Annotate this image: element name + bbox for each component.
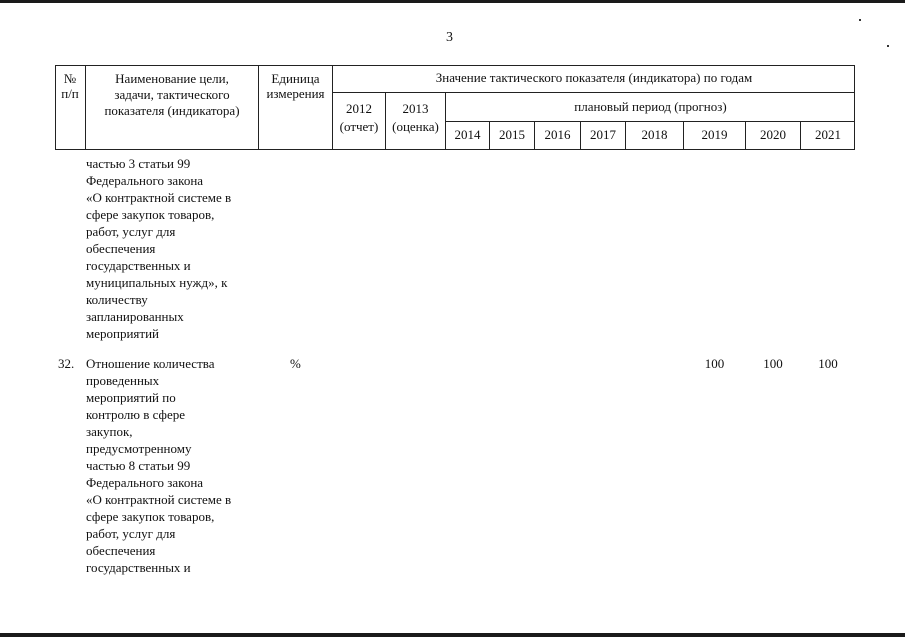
header-plan-title: плановый период (прогноз) [574,99,727,114]
header-year-2013: 2013 (оценка) [392,101,439,134]
text-line: государственных и [86,258,191,273]
value-2019: 100 [704,356,725,371]
text-line: сфере закупок товаров, [86,509,215,524]
text-line: мероприятий по [86,390,176,405]
text-line: частью 3 статьи 99 [86,156,191,171]
row-number: 32. [58,356,75,371]
divider [332,92,855,93]
text-line: «О контрактной системе в [86,190,232,205]
divider [445,121,855,122]
scan-speck [859,19,861,21]
header-year-2016: 2016 [544,127,571,142]
text-line: мероприятий [86,326,159,341]
text-line: Отношение количества [86,356,215,371]
continuation-text [86,155,231,342]
text-line: закупок, [86,424,133,439]
text-line: «О контрактной системе в [86,492,232,507]
text-line: Федерального закона [86,475,204,490]
header-unit: Единица измерения [266,71,325,101]
header-year-2017: 2017 [590,127,616,142]
text-line: Федерального закона [86,173,204,188]
text-line: обеспечения [86,241,156,256]
scan-border-top [0,0,905,3]
value-2021: 100 [818,356,838,371]
scan-border-bottom [0,633,905,637]
page-number: 3 [446,30,453,45]
text-line: частью 8 статьи 99 [86,458,191,473]
text-line: количеству [86,292,148,307]
header-number: № п/п [61,71,79,101]
value-2020: 100 [763,356,783,371]
row-unit: % [290,356,301,371]
text-line: работ, услуг для [86,224,176,239]
header-year-2019: 2019 [701,127,728,142]
text-line: государственных и [86,560,191,575]
text-line: муниципальных нужд», к [86,275,228,290]
text-line: работ, услуг для [86,526,176,541]
row-name [86,355,231,576]
header-values-title: Значение тактического показателя (индикатора) по годам [435,70,753,85]
header-year-2012: 2012 (отчет) [339,101,379,134]
text-line: контролю в сфере [86,407,186,422]
text-line: сфере закупок товаров, [86,207,215,222]
header-name: Наименование цели, задачи, тактического показателя (индикатора) [104,71,240,118]
header-year-2018: 2018 [641,127,668,142]
text-line: запланированных [86,309,184,324]
text-line: обеспечения [86,543,156,558]
header-year-2020: 2020 [760,127,786,142]
header-year-2021: 2021 [815,127,841,142]
header-year-2015: 2015 [499,127,525,142]
header-year-2014: 2014 [454,127,481,142]
scan-speck [887,45,889,47]
text-line: проведенных [86,373,160,388]
text-line: предусмотренному [86,441,192,456]
